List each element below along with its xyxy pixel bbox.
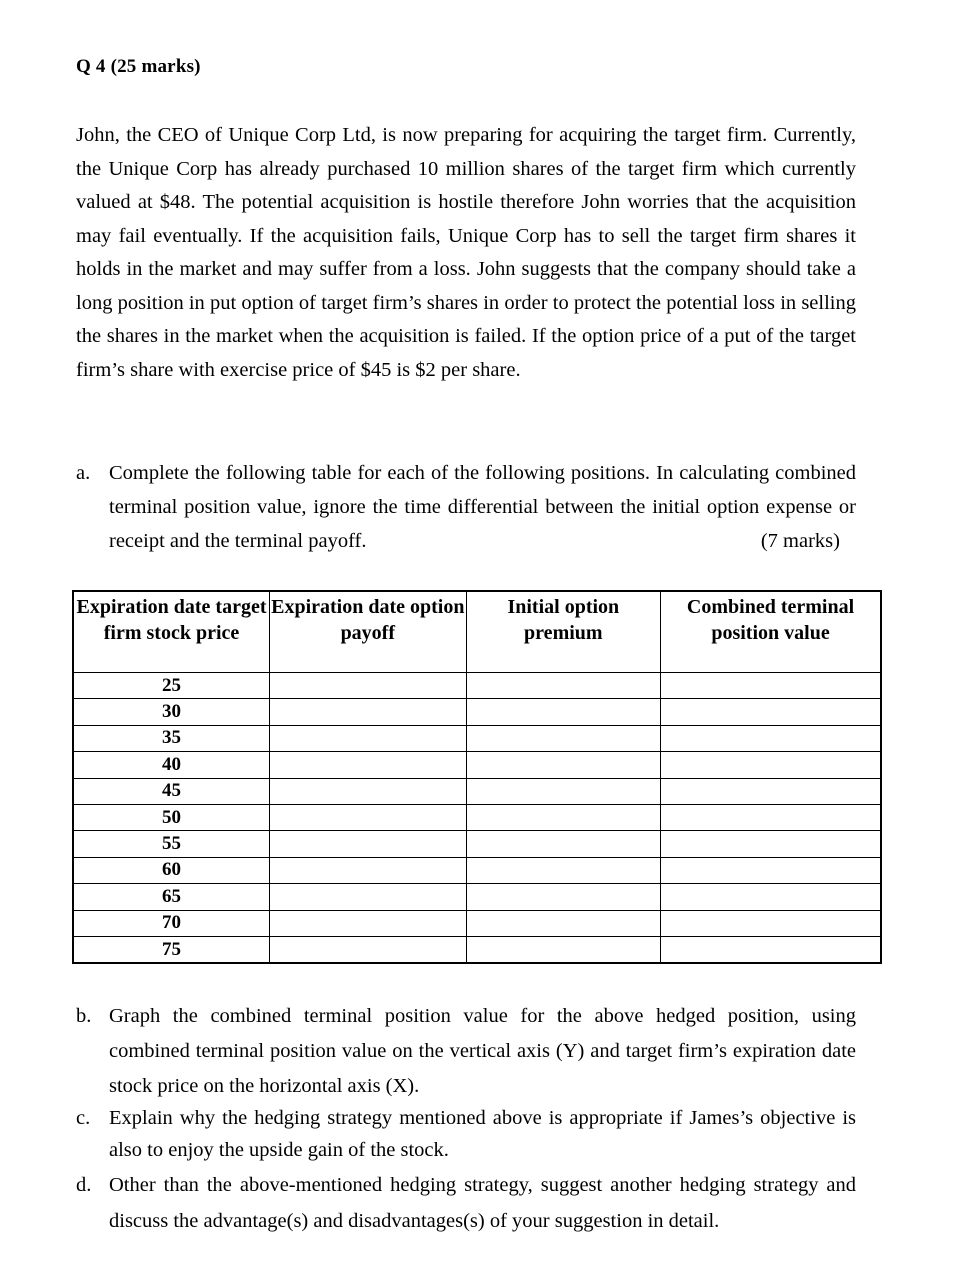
option-premium-cell[interactable]: [466, 884, 660, 910]
stock-price-cell: 75: [73, 936, 270, 963]
table-row: [73, 804, 881, 830]
option-payoff-cell[interactable]: [270, 884, 467, 910]
option-premium-cell[interactable]: [466, 831, 660, 857]
combined-value-cell[interactable]: [661, 778, 881, 804]
table-row: [73, 673, 881, 699]
option-premium-cell[interactable]: [466, 673, 660, 699]
option-payoff-cell[interactable]: [270, 831, 467, 857]
stock-price-cell: 45: [73, 778, 270, 804]
table-row: [73, 884, 881, 910]
answer-table: [72, 590, 882, 964]
table-row: [73, 699, 881, 725]
option-premium-cell[interactable]: [466, 752, 660, 778]
question-heading: Q 4 (25 marks): [76, 56, 201, 77]
question-c-letter: c.: [76, 1107, 91, 1129]
stock-price-cell: 60: [73, 857, 270, 883]
intro-paragraph: John, the CEO of Unique Corp Ltd, is now preparing for acquiring the target firm. Currently, the Unique Corp has already purchased 10 million shares of the target firm which currently valued at $48. The potential acquisition is hostile therefore John worries that the acquisition may fail eventually. If the acquisition fails, Unique Corp has to sell the target firm shares it holds in the market and may suffer from a loss. John suggests that the company should take a long position in put option of target firm’s shares in order to protect the potential loss in selling the shares in the market when the acquisition is failed. If the option price of a put of the target firm’s share with exercise price of $45 is $2 per share.: [76, 124, 856, 381]
combined-value-cell[interactable]: [661, 725, 881, 751]
table-row: [73, 831, 881, 857]
option-payoff-cell[interactable]: [270, 804, 467, 830]
stock-price-cell: 25: [73, 673, 270, 699]
combined-value-cell[interactable]: [661, 673, 881, 699]
option-payoff-cell[interactable]: [270, 778, 467, 804]
question-a-letter: a.: [76, 462, 91, 484]
question-b: [76, 999, 856, 1104]
stock-price-cell: 55: [73, 831, 270, 857]
combined-value-cell[interactable]: [661, 804, 881, 830]
table-row: [73, 778, 881, 804]
stock-price-cell: 35: [73, 725, 270, 751]
combined-value-cell[interactable]: [661, 910, 881, 936]
option-premium-cell[interactable]: [466, 857, 660, 883]
table-row: [73, 857, 881, 883]
table-row: [73, 752, 881, 778]
option-premium-cell[interactable]: [466, 936, 660, 963]
question-a-text: Complete the following table for each of the following positions. In calculating combined terminal position value, ignore the time differential between the initial option expense or receipt and the terminal payoff.: [109, 462, 856, 552]
option-premium-cell[interactable]: [466, 804, 660, 830]
option-payoff-cell[interactable]: [270, 752, 467, 778]
combined-value-cell[interactable]: [661, 699, 881, 725]
question-b-letter: b.: [76, 1005, 92, 1027]
combined-value-cell[interactable]: [661, 752, 881, 778]
option-premium-cell[interactable]: [466, 778, 660, 804]
stock-price-cell: 70: [73, 910, 270, 936]
stock-price-cell: 40: [73, 752, 270, 778]
header-option-payoff: Expiration date option payoff: [270, 591, 467, 673]
option-premium-cell[interactable]: [466, 725, 660, 751]
table-row: [73, 725, 881, 751]
question-d: [76, 1167, 856, 1239]
question-b-text: Graph the combined terminal position value for the above hedged position, using combined terminal position value on the vertical axis (Y) and target firm’s expiration date stock price on the horizontal axis (X).: [109, 1005, 856, 1097]
option-payoff-cell[interactable]: [270, 857, 467, 883]
table-row: [73, 910, 881, 936]
option-payoff-cell[interactable]: [270, 910, 467, 936]
combined-value-cell[interactable]: [661, 857, 881, 883]
option-payoff-cell[interactable]: [270, 725, 467, 751]
question-a-marks: (7 marks): [760, 530, 840, 552]
option-premium-cell[interactable]: [466, 910, 660, 936]
stock-price-cell: 65: [73, 884, 270, 910]
combined-value-cell[interactable]: [661, 936, 881, 963]
option-payoff-cell[interactable]: [270, 673, 467, 699]
question-c: [76, 1102, 856, 1166]
combined-value-cell[interactable]: [661, 884, 881, 910]
option-payoff-cell[interactable]: [270, 936, 467, 963]
question-d-letter: d.: [76, 1174, 92, 1196]
question-c-text: Explain why the hedging strategy mentioned above is appropriate if James’s objective is also to enjoy the upside gain of the stock.: [109, 1107, 856, 1161]
question-d-text: Other than the above-mentioned hedging strategy, suggest another hedging strategy and discuss the advantage(s) and disadvantages(s) of your suggestion in detail.: [109, 1174, 856, 1232]
header-stock-price: Expiration date target firm stock price: [73, 591, 270, 673]
table-header-row: [73, 591, 881, 673]
option-premium-cell[interactable]: [466, 699, 660, 725]
option-payoff-cell[interactable]: [270, 699, 467, 725]
question-a: [76, 456, 856, 558]
stock-price-cell: 50: [73, 804, 270, 830]
table-row: [73, 936, 881, 963]
header-option-premium: Initial option premium: [466, 591, 660, 673]
stock-price-cell: 30: [73, 699, 270, 725]
header-combined-value: Combined terminal position value: [661, 591, 881, 673]
combined-value-cell[interactable]: [661, 831, 881, 857]
